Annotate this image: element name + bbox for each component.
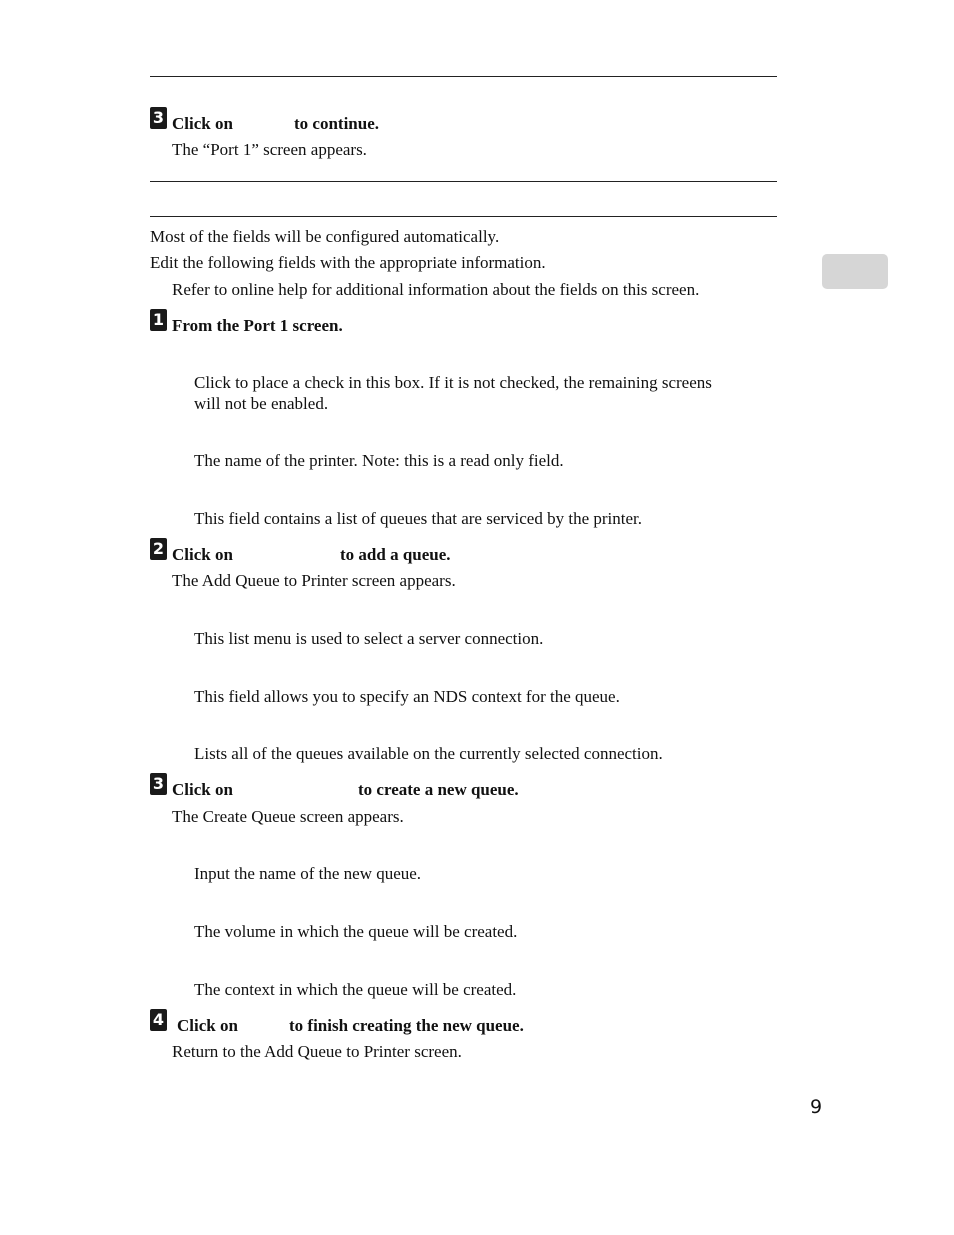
step-action: to finish creating the new queue. bbox=[289, 1016, 524, 1035]
section-rule-top bbox=[150, 181, 777, 182]
top-rule bbox=[150, 76, 777, 77]
field-description: This field allows you to specify an NDS context for the queue. bbox=[194, 687, 620, 706]
field-description: This list menu is used to select a server connection. bbox=[194, 629, 544, 648]
continue-label: to continue. bbox=[294, 114, 379, 133]
intro-line-2: Edit the following fields with the appropriate information. bbox=[150, 253, 546, 272]
step-number-badge: 2 bbox=[150, 538, 167, 560]
click-on-label: Click on bbox=[172, 545, 233, 564]
field-description: This field contains a list of queues that are serviced by the printer. bbox=[194, 509, 643, 528]
field-description: The name of the printer. Note: this is a read only field. bbox=[194, 451, 564, 470]
field-description: Input the name of the new queue. bbox=[194, 864, 422, 883]
step-action: to add a queue. bbox=[340, 545, 451, 564]
field-description: will not be enabled. bbox=[194, 394, 329, 413]
result-text: The “Port 1” screen appears. bbox=[172, 140, 367, 159]
result-text: Return to the Add Queue to Printer screen. bbox=[172, 1042, 462, 1061]
page-number: 9 bbox=[810, 1096, 823, 1118]
step-title: From the Port 1 screen. bbox=[172, 316, 343, 335]
chapter-tab bbox=[822, 254, 888, 289]
field-description: The volume in which the queue will be created. bbox=[194, 922, 518, 941]
field-description: Click to place a check in this box. If it is not checked, the remaining screens bbox=[194, 373, 712, 392]
click-on-label: Click on bbox=[172, 114, 233, 133]
result-text: The Create Queue screen appears. bbox=[172, 807, 404, 826]
section-rule-bottom bbox=[150, 216, 777, 217]
step-number-badge: 3 bbox=[150, 107, 167, 129]
intro-line-1: Most of the fields will be configured automatically. bbox=[150, 227, 500, 246]
field-description: Lists all of the queues available on the currently selected connection. bbox=[194, 744, 663, 763]
step-number-badge: 4 bbox=[150, 1009, 167, 1031]
step-action: to create a new queue. bbox=[358, 780, 519, 799]
step-number-badge: 1 bbox=[150, 309, 167, 331]
step-number-badge: 3 bbox=[150, 773, 167, 795]
click-on-label: Click on bbox=[177, 1016, 238, 1035]
click-on-label: Click on bbox=[172, 780, 233, 799]
field-description: The context in which the queue will be created. bbox=[194, 980, 517, 999]
intro-note: Refer to online help for additional information about the fields on this screen. bbox=[172, 280, 700, 299]
result-text: The Add Queue to Printer screen appears. bbox=[172, 571, 456, 590]
